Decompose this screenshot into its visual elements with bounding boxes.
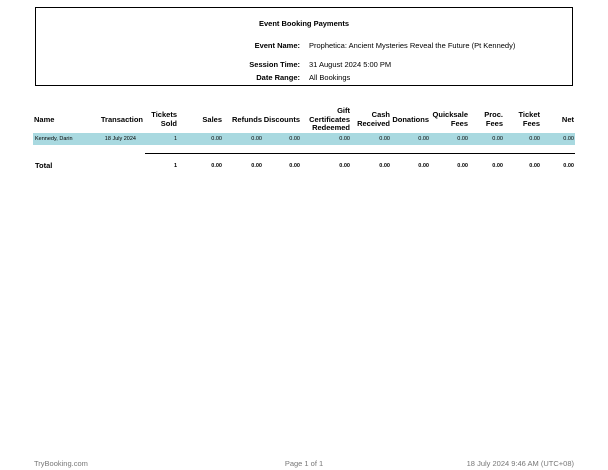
date-range-value: All Bookings: [309, 73, 351, 82]
total-sales: 0.00: [211, 163, 222, 169]
total-tickets-sold: 1: [173, 163, 177, 169]
report-header-box: [35, 7, 573, 86]
total-quicksale: 0.00: [457, 163, 468, 169]
report-title: Event Booking Payments: [258, 19, 350, 28]
col-donations: Donations: [392, 115, 429, 124]
total-net: 0.00: [563, 163, 574, 169]
total-proc: 0.00: [492, 163, 503, 169]
col-cash-line2: Received: [357, 118, 390, 128]
col-net: Net: [561, 115, 574, 124]
row-cash: 0.00: [379, 136, 390, 142]
total-cash: 0.00: [379, 163, 390, 169]
total-discounts: 0.00: [289, 163, 300, 169]
row-name: Kennedy, Darin: [35, 136, 73, 142]
event-name-label: Event Name:: [254, 41, 300, 50]
footer-site: TryBooking.com: [34, 459, 88, 468]
col-proc-line2: Fees: [485, 118, 503, 128]
col-tickets-sold-line2: Sold: [160, 118, 177, 128]
row-donations: 0.00: [418, 136, 429, 142]
col-gift-line3: Redeemed: [312, 123, 350, 132]
event-name-value: Prophetica: Ancient Mysteries Reveal the Future (Pt Kennedy): [309, 41, 516, 50]
row-gift: 0.00: [339, 136, 350, 142]
col-ticket-fees-line2: Fees: [522, 118, 540, 128]
col-cash-line1: Cash: [371, 110, 390, 119]
row-net: 0.00: [563, 136, 574, 142]
total-gift: 0.00: [339, 163, 350, 169]
col-quicksale-fees: [433, 111, 468, 128]
col-refunds: Refunds: [232, 115, 262, 124]
total-divider: [145, 153, 575, 154]
total-ticket-fees: 0.00: [529, 163, 540, 169]
total-refunds: 0.00: [251, 163, 262, 169]
col-name: Name: [34, 115, 55, 124]
footer-page-number: Page 1 of 1: [284, 459, 324, 468]
total-label: Total: [35, 161, 53, 170]
col-proc-line1: Proc.: [484, 110, 503, 119]
row-tickets-sold: 1: [173, 136, 177, 142]
row-sales: 0.00: [211, 136, 222, 142]
footer-timestamp: 18 July 2024 9:46 AM (UTC+08): [466, 459, 574, 468]
col-gift-line2: Certificates: [309, 114, 350, 124]
row-refunds: 0.00: [251, 136, 262, 142]
col-sales: Sales: [202, 115, 222, 124]
col-gift-certificates: [309, 107, 350, 133]
col-discounts: Discounts: [263, 115, 300, 124]
col-gift-line1: Gift: [337, 106, 350, 115]
col-quicksale-line1: Quicksale: [432, 110, 468, 119]
col-tickets-sold: [151, 111, 177, 128]
date-range-label: Date Range:: [256, 73, 300, 82]
col-transaction: Transaction: [100, 115, 143, 124]
col-ticket-fees-line1: Ticket: [518, 110, 540, 119]
col-ticket-fees: [518, 111, 540, 128]
row-quicksale: 0.00: [457, 136, 468, 142]
col-cash-received: [357, 111, 390, 128]
col-proc-fees: [484, 111, 503, 128]
row-proc: 0.00: [492, 136, 503, 142]
row-discounts: 0.00: [289, 136, 300, 142]
row-transaction: 18 July 2024: [104, 136, 136, 142]
col-tickets-sold-line1: Tickets: [151, 110, 177, 119]
session-time-label: Session Time:: [249, 60, 300, 69]
row-ticket-fees: 0.00: [529, 136, 540, 142]
col-quicksale-line2: Fees: [450, 118, 468, 128]
session-time-value: 31 August 2024 5:00 PM: [309, 60, 392, 69]
total-donations: 0.00: [418, 163, 429, 169]
